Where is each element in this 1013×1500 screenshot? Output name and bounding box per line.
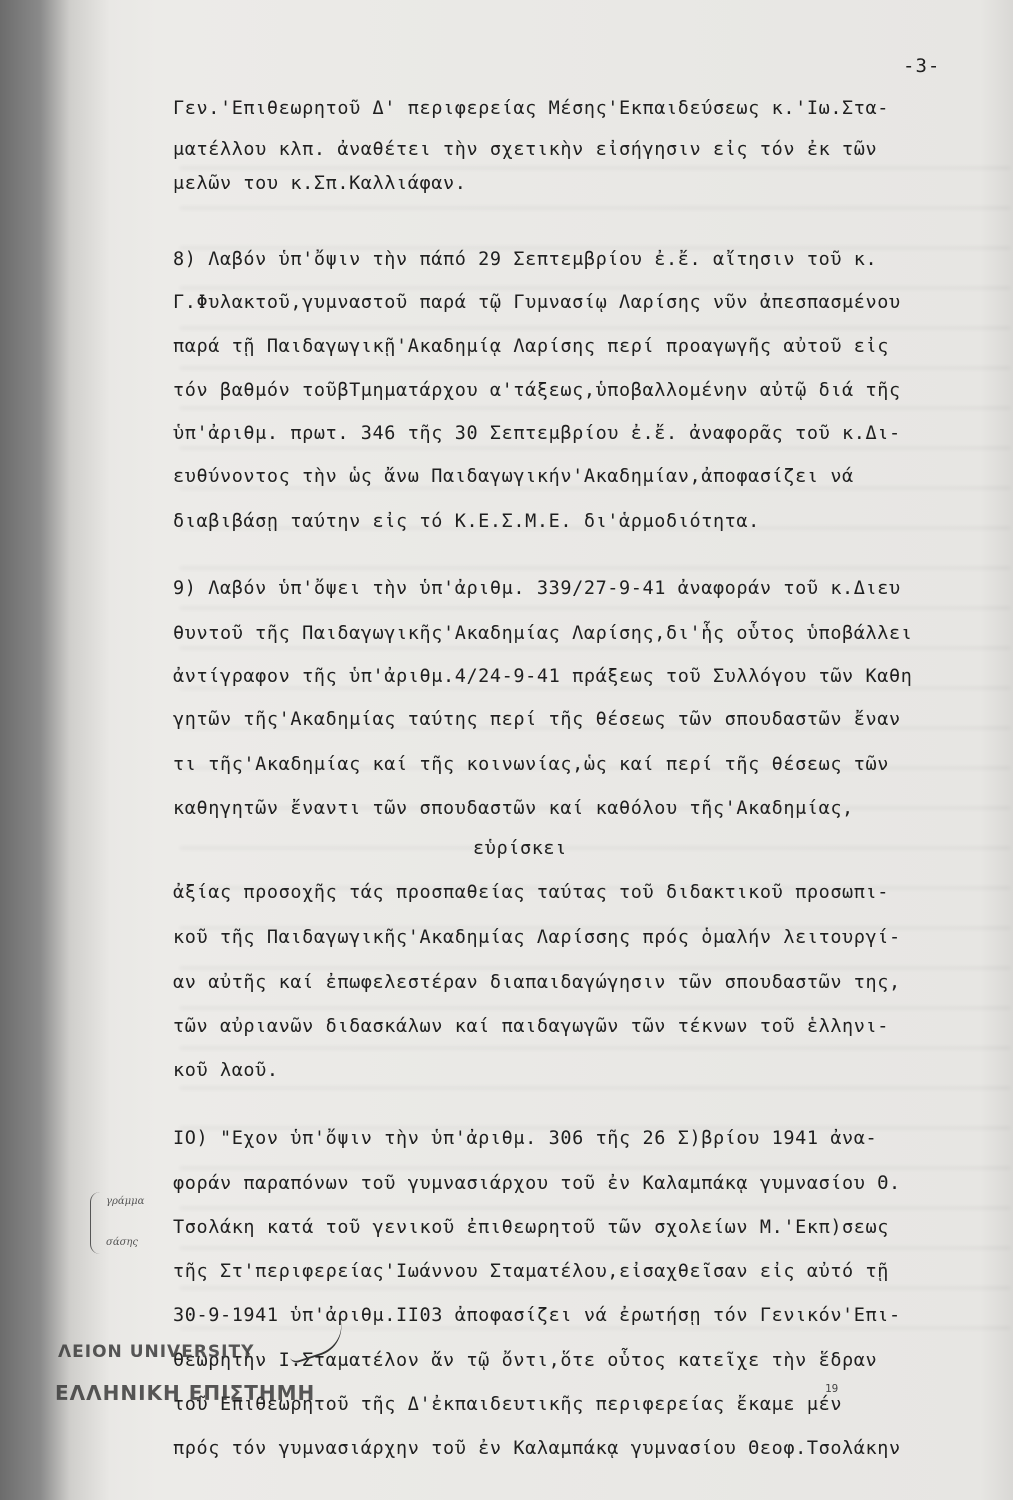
text-line: 9) Λαβόν ὑπ'ὄψει τὴν ὑπ'ἀριθμ. 339/27-9-41 ἀναφοράν τοῦ κ.Διευ [173, 578, 901, 599]
library-stamp: ΛΕΙΟΝ UNIVERSITY [58, 1342, 255, 1362]
text-line: 8) Λαβόν ὑπ'ὄψιν τὴν πάπό 29 Σεπτεμβρίου ἐ.ἔ. αἴτησιν τοῦ κ. [173, 249, 878, 270]
text-line: πρός τόν γυμνασιάρχην τοῦ ἐν Καλαμπάκᾳ γυμνασίου Θεοφ.Τσολάκην [173, 1438, 901, 1459]
margin-note: γράμμα [106, 1196, 145, 1207]
text-line: τι τῆς'Ακαδημίας καί τῆς κοινωνίας,ὡς καί περί τῆς θέσεως τῶν [173, 754, 890, 775]
page-number: -3- [903, 55, 941, 77]
text-line: θεωρητὴν Ι.Σταματέλον ἄν τῷ ὄντι,ὅτε οὗτος κατεῖχε τὴν ἕδραν [173, 1350, 878, 1371]
text-line: 30-9-1941 ὑπ'ἀριθμ.ΙΙ03 ἀποφασίζει νά ἐρωτήσῃ τόν Γενικόν'Επι- [173, 1305, 901, 1326]
text-line: τῆς Στ'περιφερείας'Ιωάννου Σταματέλου,εἰσαχθεῖσαν εἰς αὐτό τῇ [173, 1261, 890, 1282]
text-line: κοῦ λαοῦ. [173, 1060, 279, 1081]
text-line: παρά τῇ Παιδαγωγικῇ'Ακαδημίᾳ Λαρίσης περί προαγωγῆς αὐτοῦ εἰς [173, 336, 890, 357]
text-line: ἀντίγραφον τῆς ὑπ'ἀριθμ.4/24-9-41 πράξεως τοῦ Συλλόγου τῶν Καθη [173, 666, 913, 687]
text-line: κοῦ τῆς Παιδαγωγικῆς'Ακαδημίας Λαρίσσης πρός ὁμαλήν λειτουργί- [173, 927, 901, 948]
text-line: Τσολάκη κατά τοῦ γενικοῦ ἐπιθεωρητοῦ τῶν σχολείων Μ.'Εκπ)σεως [173, 1217, 890, 1238]
bleed-through-texture [180, 140, 1010, 1340]
text-line: τοῦ Επιθεωρητοῦ τῆς Δ'ἐκπαιδευτικῆς περιφερείας ἔκαμε μέν [173, 1394, 843, 1415]
text-line: φοράν παραπόνων τοῦ γυμνασιάρχου τοῦ ἐν Καλαμπάκᾳ γυμνασίου Θ. [173, 1173, 901, 1194]
text-line: Γ.Φυλακτοῦ,γυμναστοῦ παρά τῷ Γυμνασίῳ Λαρίσης νῦν ἀπεσπασμένου [173, 292, 901, 313]
text-line: αν αὐτῆς καί ἐπωφελεστέραν διαπαιδαγώγησιν τῶν σπουδαστῶν της, [173, 972, 901, 993]
handwritten-mark: 19 [825, 1382, 839, 1395]
text-line: εὑρίσκει [473, 838, 567, 859]
text-line: τόν βαθμόν τοῦβΤμηματάρχου α'τάξεως,ὑποβαλλομένην αὐτῷ διά τῆς [173, 380, 901, 401]
text-line: τῶν αὐριανῶν διδασκάλων καί παιδαγωγῶν τῶν τέκνων τοῦ ἑλληνι- [173, 1016, 890, 1037]
margin-brace [90, 1192, 103, 1254]
margin-note: σάσης [106, 1237, 138, 1248]
text-line: ματέλλου κλπ. ἀναθέτει τὴν σχετικὴν εἰσήγησιν εἰς τόν ἐκ τῶν [173, 139, 878, 160]
text-line: γητῶν τῆς'Ακαδημίας ταύτης περί τῆς θέσεως τῶν σπουδαστῶν ἔναν [173, 709, 901, 730]
text-line: μελῶν του κ.Σπ.Καλλιάφαν. [173, 173, 467, 194]
text-line: Γεν.'Επιθεωρητοῦ Δ' περιφερείας Μέσης'Εκπαιδεύσεως κ.'Ιω.Στα- [173, 98, 890, 119]
text-line: ευθύνοντος τὴν ὡς ἄνω Παιδαγωγικήν'Ακαδημίαν,ἀποφασίζει νά [173, 466, 854, 487]
text-line: διαβιβάσῃ ταύτην εἰς τό Κ.Ε.Σ.Μ.Ε. δι'ἁρμοδιότητα. [173, 511, 760, 532]
text-line: καθηγητῶν ἔναντι τῶν σπουδαστῶν καί καθόλου τῆς'Ακαδημίας, [173, 798, 854, 819]
text-line: ἀξίας προσοχῆς τάς προσπαθείας ταύτας τοῦ διδακτικοῦ προσωπι- [173, 882, 890, 903]
library-stamp: ΕΛΛΗΝΙΚΗ ΕΠΙΣΤΗΜΗ [55, 1381, 316, 1405]
text-line: ΙΟ) "Εχον ὑπ'ὄψιν τὴν ὑπ'ἀριθμ. 306 τῆς 26 Σ)βρίου 1941 ἀνα- [173, 1128, 878, 1149]
text-line: θυντοῦ τῆς Παιδαγωγικῆς'Ακαδημίας Λαρίσης,δι'ἧς οὗτος ὑποβάλλει [173, 623, 913, 644]
text-line: ὑπ'ἀριθμ. πρωτ. 346 τῆς 30 Σεπτεμβρίου ἐ.ἔ. ἀναφορᾶς τοῦ κ.Δι- [173, 423, 901, 444]
